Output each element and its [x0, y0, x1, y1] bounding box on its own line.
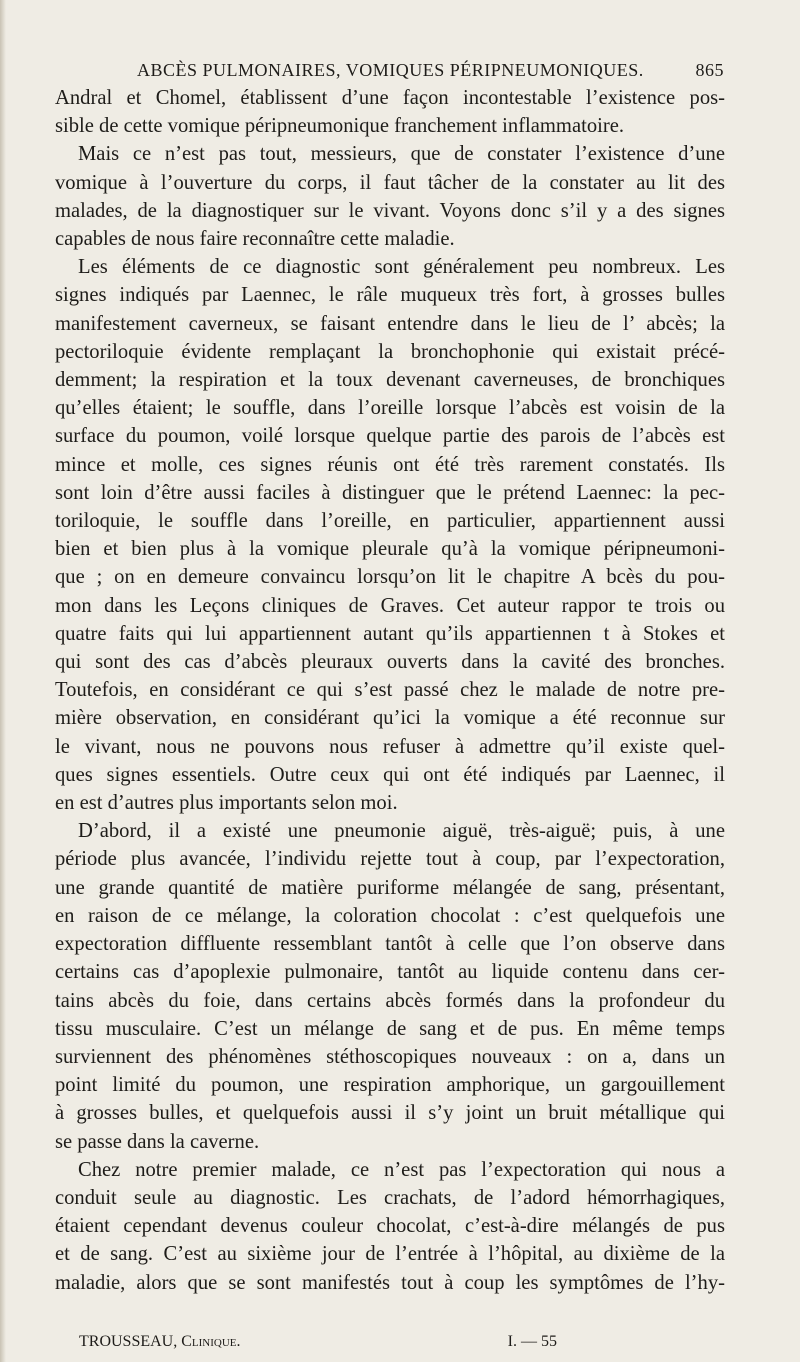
text-line: en est d’autres plus importants selon moi. [55, 792, 398, 815]
text-line: conduit seule au diagnostic. Les crachats, de l’adord hémorrhagiques, [55, 1186, 725, 1209]
text-line: une grande quantité de matière puriforme mélangée de sang, présentant, [55, 876, 725, 899]
text-line: capables de nous faire reconnaître cette maladie. [55, 228, 455, 251]
text-line: point limité du poumon, une respiration amphorique, un gargouillement [55, 1074, 725, 1097]
signature-author: TROUSSEAU, Clinique. [79, 1333, 241, 1350]
text-line: pectoriloquie évidente remplaçant la bronchophonie qui existait précé- [55, 340, 725, 363]
text-line: qu’elles étaient; le souffle, dans l’oreille lorsque l’abcès est voisin de la [55, 397, 725, 420]
text-line: surface du poumon, voilé lorsque quelque partie des parois de l’abcès est [55, 425, 725, 448]
text-line: Toutefois, en considérant ce qui s’est passé chez le malade de notre pre- [55, 679, 725, 702]
running-head [137, 60, 724, 86]
text-line: D’abord, il a existé une pneumonie aiguë, très-aiguë; puis, à une [78, 820, 725, 843]
text-line: Chez notre premier malade, ce n’est pas l’expectoration qui nous a [78, 1158, 725, 1181]
text-line: ques signes essentiels. Outre ceux qui ont été indiqués par Laennec, il [55, 763, 725, 786]
text-line: maladie, alors que se sont manifestés tout à coup les symptômes de l’hy- [55, 1271, 725, 1294]
text-line: toriloquie, le souffle dans l’oreille, en particulier, appartiennent aussi [55, 510, 725, 533]
text-line: certains cas d’apoplexie pulmonaire, tantôt au liquide contenu dans cer- [55, 961, 725, 984]
text-line: mière observation, en considérant qu’ici la vomique a été reconnue sur [55, 707, 725, 730]
text-line: en raison de ce mélange, la coloration chocolat : c’est quelquefois une [55, 904, 725, 927]
text-line: surviennent des phénomènes stéthoscopiques nouveaux : on a, dans un [55, 1045, 725, 1068]
text-line: Andral et Chomel, établissent d’une façon incontestable l’existence pos- [55, 87, 725, 109]
page-number: 865 [695, 60, 724, 80]
text-line: bien et bien plus à la vomique pleurale qu’à la vomique péripneumoni- [55, 538, 725, 561]
page-binding-edge [0, 0, 6, 1362]
text-line: période plus avancée, l’individu rejette tout à coup, par l’expectoration, [55, 848, 725, 871]
text-line: malades, de la diagnostiquer sur le vivant. Voyons donc s’il y a des signes [55, 199, 725, 222]
text-line: sible de cette vomique péripneumonique franchement inflammatoire. [55, 115, 624, 138]
text-line: Les éléments de ce diagnostic sont généralement peu nombreux. Les [78, 256, 725, 279]
text-line: manifestement caverneux, se faisant entendre dans le lieu de l’ abcès; la [55, 312, 725, 335]
body-text [55, 84, 725, 1297]
text-line: que ; on en demeure convaincu lorsqu’on lit le chapitre A bcès du pou- [55, 566, 725, 589]
text-line: sont loin d’être aussi faciles à distinguer que le prétend Laennec: la pec- [55, 481, 725, 504]
text-line: Mais ce n’est pas tout, messieurs, que de constater l’existence d’une [78, 143, 725, 166]
text-line: le vivant, nous ne pouvons nous refuser à admettre qu’il existe quel- [55, 735, 725, 758]
signature-volume: I. — 55 [507, 1333, 557, 1350]
text-line: mince et molle, ces signes réunis ont été très rarement constatés. Ils [55, 453, 725, 476]
text-line: demment; la respiration et la toux devenant caverneuses, de bronchiques [55, 369, 725, 392]
running-title: ABCÈS PULMONAIRES, VOMIQUES PÉRIPNEUMONIQUES. [137, 60, 644, 80]
text-line: signes indiqués par Laennec, le râle muqueux très fort, à grosses bulles [55, 284, 725, 307]
text-line: se passe dans la caverne. [55, 1130, 260, 1153]
text-line: mon dans les Leçons cliniques de Graves. Cet auteur rappor te trois ou [55, 594, 725, 617]
text-line: quatre faits qui lui appartiennent autant qu’ils appartiennen t à Stokes et [55, 622, 725, 645]
signature-line [55, 1333, 725, 1355]
text-line: tains abcès du foie, dans certains abcès formés dans la profondeur du [55, 989, 725, 1012]
text-line: tissu musculaire. C’est un mélange de sang et de pus. En même temps [55, 1017, 725, 1040]
text-line: et de sang. C’est au sixième jour de l’entrée à l’hôpital, au dixième de la [55, 1243, 725, 1266]
text-line: à grosses bulles, et quelquefois aussi il s’y joint un bruit métallique qui [55, 1102, 725, 1125]
text-line: vomique à l’ouverture du corps, il faut tâcher de la constater au lit des [55, 171, 725, 194]
text-line: qui sont des cas d’abcès pleuraux ouverts dans la cavité des bronches. [55, 651, 725, 674]
text-line: expectoration diffluente ressemblant tantôt à celle que l’on observe dans [55, 933, 725, 956]
text-line: étaient cependant devenus couleur chocolat, c’est-à-dire mélangés de pus [55, 1215, 725, 1238]
